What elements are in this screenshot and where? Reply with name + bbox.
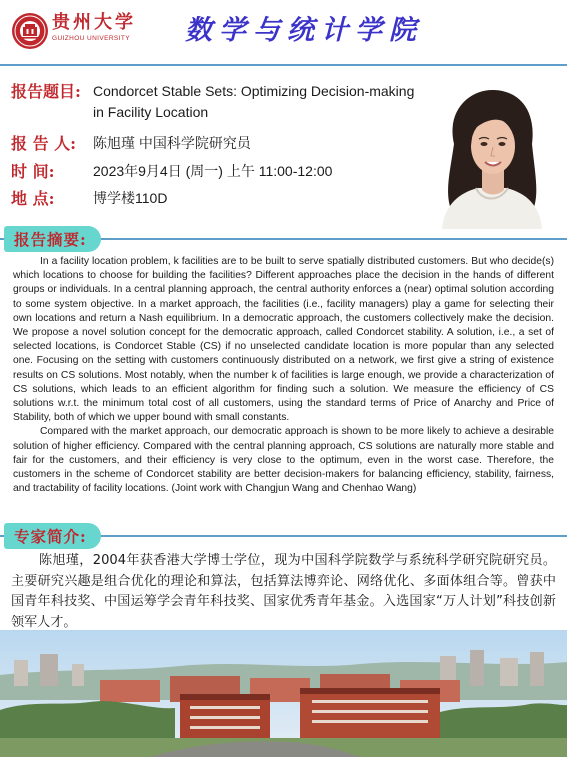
abstract-heading-pill — [4, 226, 101, 252]
page-header — [0, 0, 567, 60]
info-row-place — [11, 188, 167, 210]
place-label: 地 点: — [11, 189, 55, 208]
abstract-body — [13, 255, 554, 496]
info-row-speaker — [11, 133, 251, 155]
info-row-time — [11, 161, 332, 183]
abstract-paragraph-1: In a facility location problem, k facilities are to be built to serve spatially distributed customers. But who decide(s) which locations to choose for building the facilities? Different approaches place the decision in the hands of different groups or individuals. In a central planning approach, the central authority enforces a (near) optimal solution according to some system objective. In a market approach, the facilities (i.e., facility managers) play a game for selecting their own locations and return a Nash equilibrium. In a democratic approach, the customers collectively make the decision. We propose a novel solution concept for the democratic approach, called Condorcet stability. A solution, i.e., a set of selected locations, is Condorcet Stable (CS) if no unselected candidate location is more popular than any selected one. Focusing on the setting with customers continuously distributed on a network, we first give a string of existence results on CS solutions. Most notably, when the number k of facilities is large enough, we provide a characterization of CS solutions, which leads to an efficient algorithm for finding such a solution. We measure the efficiency of CS solutions w.r.t. the minimum total cost of all customers, using the standard terms of Price of Anarchy and Price of Stability, both of which we upper bound with small constants. — [13, 256, 554, 424]
logo-chinese-name: 贵州大学 — [52, 12, 136, 33]
talk-title: Condorcet Stable Sets: Optimizing Decision-making in Facility Location — [93, 83, 415, 120]
bio-section-bar — [0, 523, 567, 549]
bio-heading-pill — [4, 523, 101, 549]
header-divider — [0, 64, 567, 66]
time-label: 时 间: — [11, 162, 55, 181]
bio-body: 陈旭瑾，2004年获香港大学博士学位，现为中国科学院数学与系统科学研究院研究员。主要研究兴趣是组合优化的理论和算法，包括算法博弈论、网络优化、多面体组合等。曾获中国青年科技奖、中国运筹学会青年科技奖、国家优秀青年基金。入选国家“万人计划”科技创新领军人才。 — [11, 553, 556, 630]
speaker-name: 陈旭瑾 中国科学院研究员 — [93, 135, 251, 151]
abstract-heading: 报告摘要: — [14, 230, 87, 249]
speaker-photo — [436, 84, 546, 229]
speaker-label: 报 告 人: — [11, 134, 77, 153]
university-seal-icon — [11, 12, 49, 50]
abstract-section-bar — [0, 226, 567, 252]
logo-english-name: GUIZHOU UNIVERSITY — [52, 35, 130, 42]
talk-place: 博学楼110D — [93, 190, 168, 206]
info-row-title — [11, 81, 425, 123]
campus-photo — [0, 630, 567, 757]
school-title: 数学与统计学院 — [185, 15, 423, 46]
talk-time: 2023年9月4日 (周一) 上午 11:00-12:00 — [93, 163, 333, 179]
bio-heading: 专家简介: — [14, 527, 87, 546]
abstract-paragraph-2: Compared with the market approach, our democratic approach is shown to be more likely to achieve a desirable solution of higher efficiency. Compared with the central planning approach, CS solutions are naturally more stable and fair for the customers, and their efficiency is very close to the optimum, even in the worst case. Therefore, the customers in the scheme of Condorcet stability are better decision-makers for balancing efficiency, stability, fairness, and tractability of facility locations. (Joint work with Changjun Wang and Chenhao Wang) — [13, 426, 554, 495]
title-label: 报告题目: — [11, 82, 81, 101]
university-logo — [52, 12, 136, 43]
